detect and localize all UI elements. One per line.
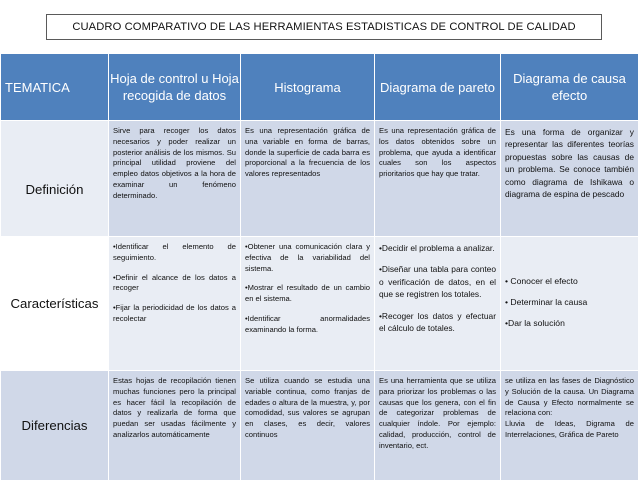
table-row-definicion <box>1 121 638 237</box>
document-title: CUADRO COMPARATIVO DE LAS HERRAMIENTAS ESTADISTICAS DE CONTROL DE CALIDAD <box>46 14 602 40</box>
table-header-row <box>1 54 638 121</box>
row-label: Diferencias <box>1 371 109 481</box>
header-diagrama-causa-efecto: Diagrama de causa efecto <box>501 54 638 121</box>
header-histograma: Histograma <box>241 54 375 121</box>
row-label: Características <box>1 237 109 371</box>
table-cell: Es una representación gráfica de una variable en forma de barras, donde la superficie de cada barra es proporcional a la frecuencia de los valores representados <box>241 121 375 237</box>
header-hoja-de-control: Hoja de control u Hoja recogida de datos <box>109 54 241 121</box>
comparison-table <box>0 53 638 481</box>
table-cell: Es una herramienta que se utiliza para priorizar los problemas o las causas que los genera, con el fin de categorizar problemas de cualquier índole. Por ejemplo: calidad, producción, control de inventario, ect. <box>375 371 501 481</box>
table-cell: •Identificar el elemento de seguimiento. •Definir el alcance de los datos a recoger •Fijar la periodicidad de los datos a recolectar <box>109 237 241 371</box>
table-cell: • Conocer el efecto • Determinar la causa •Dar la solución <box>501 237 638 371</box>
header-tematica: TEMATICA <box>1 54 109 121</box>
row-label: Definición <box>1 121 109 237</box>
table-cell: •Obtener una comunicación clara y efectiva de la variabilidad del sistema. •Mostrar el resultado de un cambio en el sistema. •Identificar anormalidades examinando la forma. <box>241 237 375 371</box>
table-cell: Se utiliza cuando se estudia una variable continua, como franjas de edades o altura de la muestra, y, por comodidad, sus valores se agrupan en clases, es decir, valores continuos <box>241 371 375 481</box>
table-cell: Es una representación gráfica de los datos obtenidos sobre un problema, que ayuda a identificar cuales son los aspectos prioritarios que hay que tratar. <box>375 121 501 237</box>
table-cell: se utiliza en las fases de Diagnóstico y Solución de la causa. Un Diagrama de Causa y Efecto normalmente se relaciona con: Lluvia de Ideas, Digrama de Interrelaciones, Gráfica de Pareto <box>501 371 638 481</box>
table-cell: Sirve para recoger los datos necesarios y poder realizar un posterior análisis de los mismos. Su principal utilidad proviene del empleo datos objetivos a la hora de examinar un fenómeno determinado. <box>109 121 241 237</box>
header-diagrama-pareto: Diagrama de pareto <box>375 54 501 121</box>
table-cell: •Decidir el problema a analizar. •Diseñar una tabla para conteo o verificación de datos, en el que se registren los totales. •Recoger los datos y efectuar el cálculo de totales. <box>375 237 501 371</box>
table-cell: Estas hojas de recopilación tienen muchas funciones pero la principal es hacer fácil la recopilación de datos y realizarla de forma que puedan ser usadas fácilmente y analizarlos automáticamente <box>109 371 241 481</box>
table-row-caracteristicas <box>1 237 638 371</box>
table-row-diferencias <box>1 371 638 481</box>
table-cell: Es una forma de organizar y representar las diferentes teorías propuestas sobre las causas de un problema. Se conoce también como diagrama de Ishikawa o diagrama de espina de pescado <box>501 121 638 237</box>
